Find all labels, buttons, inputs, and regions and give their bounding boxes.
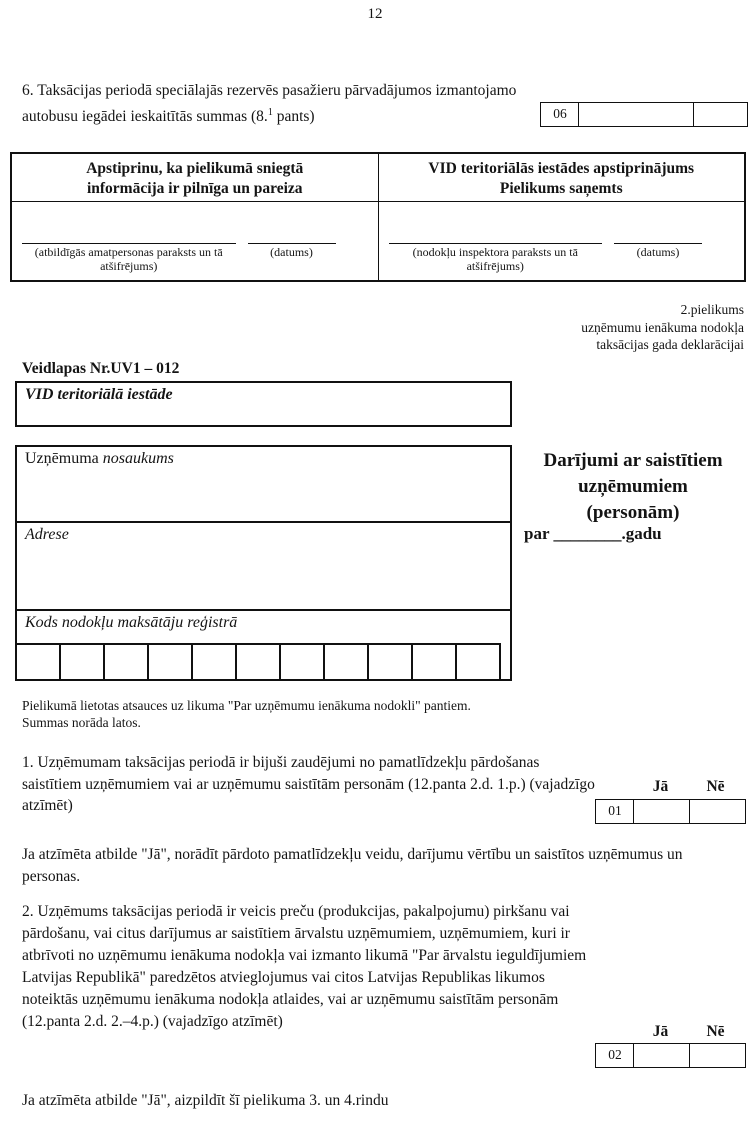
item6-text — [22, 80, 546, 128]
tax-code-label: Kods nodokļu maksātāju reģistrā — [25, 614, 238, 631]
q1-answer-box — [595, 799, 746, 824]
taxpayer-signature-field — [22, 202, 236, 276]
note-amounts: Summas norāda latos. — [22, 715, 141, 730]
tax-code-cell[interactable] — [103, 643, 149, 681]
q1-no-cell[interactable] — [689, 799, 746, 824]
q1-no-label: Nē — [706, 778, 725, 795]
q1-yes-label: Jā — [652, 778, 669, 795]
inspector-date-caption: (datums) — [636, 245, 680, 259]
tax-code-cell[interactable] — [279, 643, 325, 681]
question2-text: 2. Uzņēmums taksācijas periodā ir veicis preču (produkcijas, pakalpojumu) pirkšanu vai pārdošanu, vai citus darījumus ar saistītiem ārvalstu uzņēmumiem, uzņēmumiem, kuri ir atbrīvoti no uzņēmumu ienākuma nodokļa vai izmanto likumā "Par ārvalstu ieguldījumiem Latvijas Republikā" paredzētos atvieglojumus vai citos Latvijas Republikas likumos noteiktās uzņēmumu ienākuma nodokļa atlaides, vai ar uzņēmumu saistītām personām (12.panta 2.d. 2.–4.p.) (vajadzīgo atzīmēt) — [22, 903, 587, 1030]
notes-block — [22, 697, 471, 731]
q2-code-cell: 02 — [595, 1043, 635, 1068]
taxpayer-signature-area — [12, 202, 378, 280]
taxpayer-signature-caption: (atbildīgās amatpersonas paraksts un tā atšifrējums) — [34, 245, 223, 273]
vid-office-field[interactable] — [15, 381, 512, 427]
q2-answer-box — [595, 1043, 746, 1068]
inspector-confirmation-header — [379, 154, 745, 202]
company-name-label-part2: nosaukums — [102, 450, 174, 467]
taxpayer-date-field — [248, 202, 336, 276]
inspector-signature-area — [379, 202, 745, 280]
item6-amount-box — [540, 102, 748, 127]
tax-code-cell[interactable] — [323, 643, 369, 681]
question1-followup: Ja atzīmēta atbilde "Jā", norādīt pārdoto pamatlīdzekļu veidu, darījumu vērtību un saistītos uzņēmumus un personas. — [22, 846, 683, 885]
company-name-label-part1: Uzņēmuma — [25, 450, 99, 467]
q1-code-cell: 01 — [595, 799, 635, 824]
tax-code-cell[interactable] — [147, 643, 193, 681]
annex-line2: uzņēmumu ienākuma nodokļa — [581, 319, 744, 335]
tax-code-cell[interactable] — [15, 643, 61, 681]
item6-amount-cell-santimi[interactable] — [693, 102, 748, 127]
page-number: 12 — [367, 6, 383, 22]
annex-title-line2: uzņēmumiem — [578, 476, 688, 497]
inspector-signature-caption: (nodokļu inspektora paraksts un tā atšifrējums) — [412, 245, 578, 273]
signature-col-inspector — [379, 154, 745, 280]
tax-code-cell[interactable] — [411, 643, 457, 681]
q1-yes-no-labels — [633, 778, 743, 796]
inspector-signature-field — [389, 202, 603, 276]
annex-title-line1: Darījumi ar saistītiem — [543, 450, 723, 471]
q2-yes-cell[interactable] — [633, 1043, 690, 1068]
question2-followup: Ja atzīmēta atbilde "Jā", aizpildīt šī pielikuma 3. un 4.rindu — [22, 1092, 389, 1109]
year-blank-field[interactable]: par ________.gadu — [524, 524, 662, 543]
q2-yes-label: Jā — [652, 1023, 669, 1040]
tax-code-cell[interactable] — [235, 643, 281, 681]
taxpayer-date-caption: (datums) — [270, 245, 313, 259]
item6-text-post: pants) — [272, 108, 315, 126]
tax-code-cell[interactable] — [59, 643, 105, 681]
inspector-header-line2: Pielikums saņemts — [499, 180, 623, 197]
item6-code-cell: 06 — [540, 102, 580, 127]
inspector-header-line1: VID teritoriālās iestādes apstiprinājums — [428, 160, 695, 177]
annex-title — [518, 448, 748, 526]
item6-text-pre: 6. Taksācijas periodā speciālajās rezervēs pasažieru pārvadājumos izmantojamo autobusu iegādei ieskaitītās summas (8. — [22, 82, 517, 126]
taxpayer-header-line1: Apstiprinu, ka pielikumā sniegtā — [86, 160, 304, 177]
annex-reference — [581, 301, 744, 354]
inspector-date-field — [614, 202, 702, 276]
company-info-box — [15, 445, 512, 681]
question1-text: 1. Uzņēmumam taksācijas periodā ir bijuši zaudējumi no pamatlīdzekļu pārdošanas saistītiem uzņēmumiem vai ar uzņēmumu saistītām personām (12.panta 2.d. 1.p.) (vajadzīgo atzīmēt) — [22, 754, 595, 814]
taxpayer-header-line2: informācija ir pilnīga un pareiza — [86, 180, 303, 197]
vid-office-label: VID teritoriālā iestāde — [25, 386, 173, 403]
company-name-field[interactable] — [17, 447, 510, 523]
annex-title-line3: (personām) — [586, 502, 680, 523]
address-field[interactable] — [17, 523, 510, 611]
q2-yes-no-labels — [633, 1023, 743, 1041]
q2-no-cell[interactable] — [689, 1043, 746, 1068]
tax-code-cell[interactable] — [367, 643, 413, 681]
tax-code-row — [15, 643, 501, 681]
tax-code-cell[interactable] — [455, 643, 501, 681]
item6-amount-cell-lati[interactable] — [578, 102, 694, 127]
item6-superscript: 1 — [267, 107, 273, 118]
q1-yes-cell[interactable] — [633, 799, 690, 824]
annex-line3: taksācijas gada deklarācijai — [596, 337, 744, 352]
tax-code-cell[interactable] — [191, 643, 237, 681]
tax-code-section — [17, 611, 510, 679]
taxpayer-confirmation-header — [12, 154, 378, 202]
annex-line1: 2.pielikums — [680, 302, 744, 317]
signature-table — [10, 152, 746, 282]
address-label: Adrese — [25, 526, 69, 543]
note-references: Pielikumā lietotas atsauces uz likuma "Par uzņēmumu ienākuma nodokli" pantiem. — [22, 698, 471, 713]
form-number: Veidlapas Nr.UV1 – 012 — [22, 360, 180, 377]
signature-col-taxpayer — [12, 154, 379, 280]
q2-no-label: Nē — [706, 1023, 725, 1040]
